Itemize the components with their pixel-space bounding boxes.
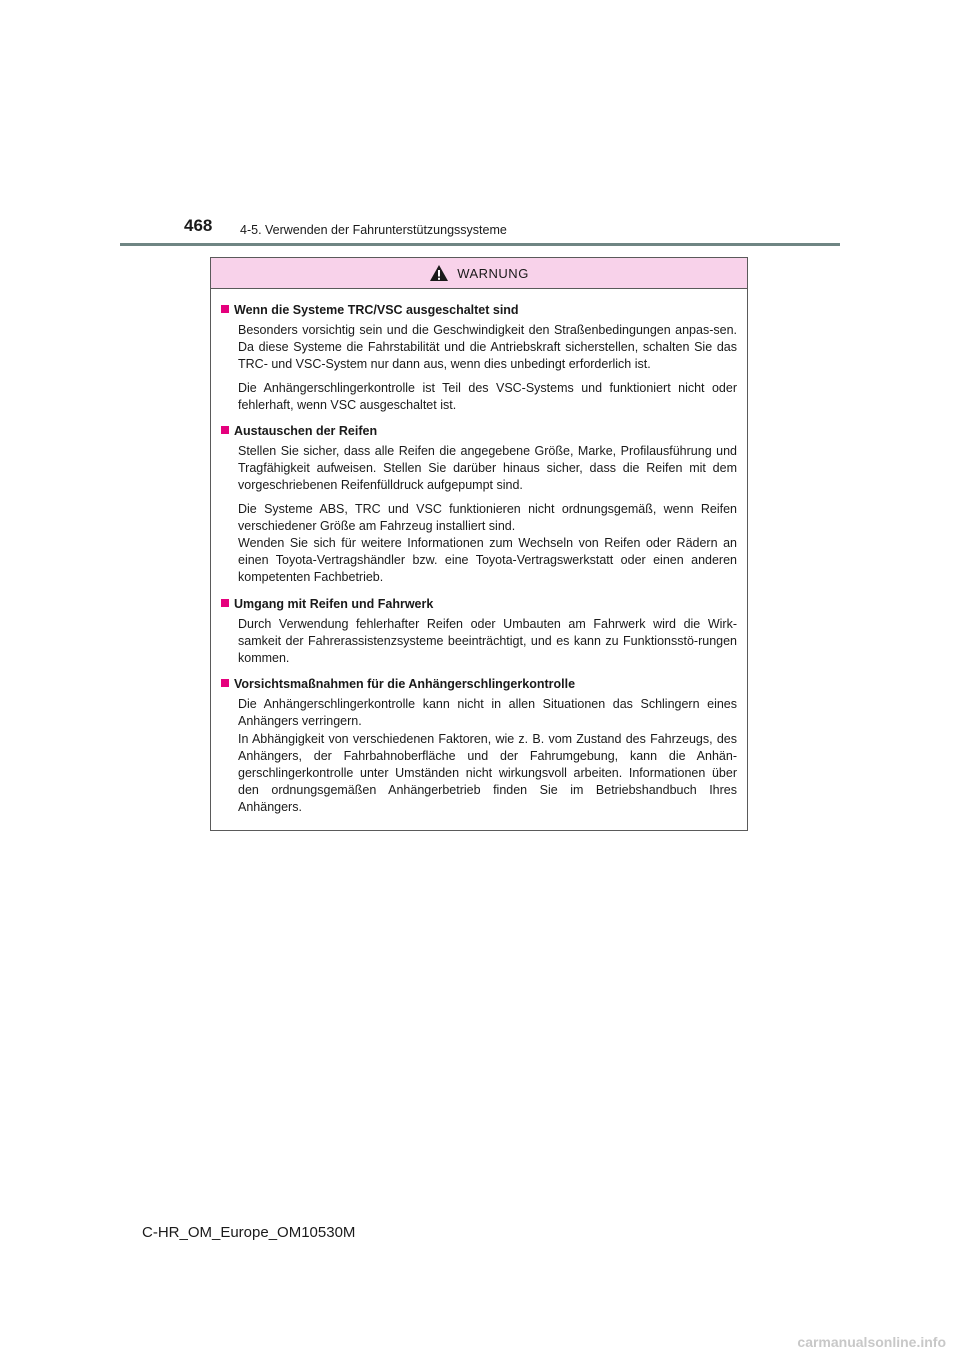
- section-title: 4-5. Verwenden der Fahrunterstützungssysteme: [240, 223, 507, 237]
- paragraph: Besonders vorsichtig sein und die Geschwindigkeit den Straßenbedingungen anpas-sen. Da diese Systeme die Fahrstabilität und die Antriebskraft sicherstellen, schalten Sie das TRC- und VSC-System nur dann aus, wenn dies unbedingt erforderlich ist.: [238, 323, 737, 372]
- warning-header: [211, 258, 747, 289]
- section-heading: Vorsichtsmaßnahmen für die Anhängerschlingerkontrolle: [234, 677, 576, 692]
- paragraph: Die Systeme ABS, TRC und VSC funktionieren nicht ordnungsgemäß, wenn Reifen verschiedener Größe am Fahrzeug installiert sind.: [238, 501, 737, 533]
- paragraph: Die Anhängerschlingerkontrolle ist Teil des VSC-Systems und funktioniert nicht oder fehlerhaft, wenn VSC ausgeschaltet ist.: [238, 380, 737, 412]
- watermark: carmanualsonline.info: [797, 1334, 946, 1350]
- warning-section-tires-suspension: [221, 596, 737, 668]
- warning-box: [210, 257, 748, 831]
- paragraph: Stellen Sie sicher, dass alle Reifen die angegebene Größe, Marke, Profilausführung und Tragfähigkeit aufweisen. Stellen Sie darüber hinaus sicher, dass die Reifen mit dem vorgeschriebenen Reifenfülldruck aufgepumpt sind.: [238, 444, 737, 493]
- section-heading: Wenn die Systeme TRC/VSC ausgeschaltet sind: [234, 303, 519, 317]
- square-bullet-icon: [221, 305, 229, 313]
- warning-section-trc-vsc-off: [221, 302, 737, 414]
- warning-body: [211, 289, 747, 817]
- section-heading: Austauschen der Reifen: [234, 424, 378, 439]
- header-divider: [120, 243, 840, 246]
- square-bullet-icon: [221, 679, 229, 687]
- page-number: 468: [184, 216, 213, 235]
- document-code: C-HR_OM_Europe_OM10530M: [142, 1224, 356, 1241]
- section-heading: Umgang mit Reifen und Fahrwerk: [234, 596, 434, 611]
- paragraph: Durch Verwendung fehlerhafter Reifen oder Umbauten am Fahrwerk wird die Wirk-samkeit der Fahrerassistenzsysteme beeinträchtigt, und es kann zu Funktionsstö-rungen kommen.: [238, 616, 737, 666]
- paragraph: In Abhängigkeit von verschiedenen Faktoren, wie z. B. vom Zustand des Fahrzeugs, des Anhängers, der Fahrbahnoberfläche und der Fahrumgebung, kann die Anhän-gerschlingerkontrolle unter Umständen nicht wirkungsvoll arbeiten. Informationen über den ordnungsgemäßen Anhängerbetrieb finden Sie im Betriebshandbuch Ihres Anhängers.: [238, 731, 737, 815]
- warning-section-trailer-sway: [221, 676, 737, 816]
- warning-section-tire-replacement: [221, 423, 737, 587]
- paragraph: Die Anhängerschlingerkontrolle kann nicht in allen Situationen das Schlingern eines Anhängers verringern.: [238, 697, 737, 729]
- warning-triangle-icon: [429, 264, 449, 282]
- square-bullet-icon: [221, 426, 229, 434]
- warning-title: WARNUNG: [457, 265, 529, 281]
- paragraph: Wenden Sie sich für weitere Informationen zum Wechseln von Reifen oder Rädern an einen Toyota-Vertragshändler bzw. eine Toyota-Vertragswerkstatt oder einen anderen kompetenten Fachbetrieb.: [238, 536, 737, 585]
- square-bullet-icon: [221, 599, 229, 607]
